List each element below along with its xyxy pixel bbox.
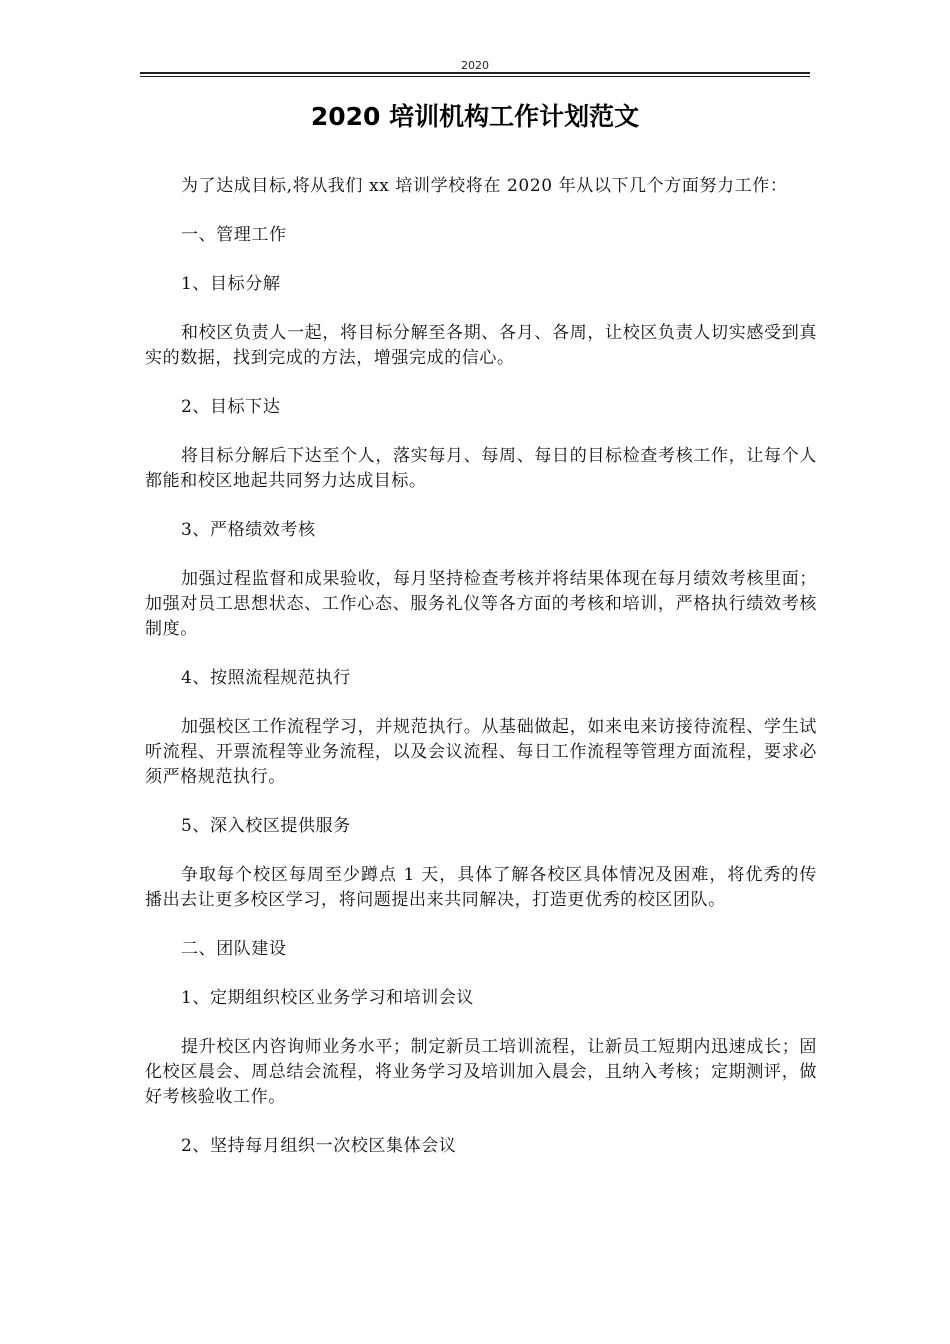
section-heading-management: 一、管理工作	[181, 225, 287, 245]
intro-paragraph: 为了达成目标,将从我们 xx 培训学校将在 2020 年从以下几个方面努力工作：	[181, 176, 788, 196]
subheading-goal-breakdown: 1、目标分解	[181, 274, 281, 294]
paragraph-campus-service: 争取每个校区每周至少蹲点 1 天，具体了解各校区具体情况及困难，将优秀的传播出去让更多校区学习，将问题提出来共同解决，打造更优秀的校区团队。	[145, 865, 817, 910]
page-header: 2020	[461, 59, 489, 72]
document-body	[145, 174, 817, 1183]
paragraph-goal-assignment: 将目标分解后下达至个人，落实每月、每周、每日的目标检查考核工作，让每个人都能和校区地起共同努力达成目标。	[145, 446, 817, 491]
subheading-performance-review: 3、严格绩效考核	[181, 520, 316, 540]
paragraph-performance-review: 加强过程监督和成果验收，每月坚持检查考核并将结果体现在每月绩效考核里面；加强对员工思想状态、工作心态、服务礼仪等各方面的考核和培训，严格执行绩效考核制度。	[145, 569, 817, 639]
subheading-training-meetings: 1、定期组织校区业务学习和培训会议	[181, 988, 475, 1008]
section-heading-team-building: 二、团队建设	[181, 939, 287, 959]
subheading-campus-service: 5、深入校区提供服务	[181, 816, 351, 836]
subheading-process-execution: 4、按照流程规范执行	[181, 668, 351, 688]
header-rule-thin	[140, 76, 810, 77]
document-title: 2020 培训机构工作计划范文	[310, 102, 640, 131]
subheading-goal-assignment: 2、目标下达	[181, 397, 281, 417]
paragraph-process-execution: 加强校区工作流程学习，并规范执行。从基础做起，如来电来访接待流程、学生试听流程、开票流程等业务流程，以及会议流程、每日工作流程等管理方面流程，要求必须严格规范执行。	[145, 717, 817, 787]
paragraph-goal-breakdown: 和校区负责人一起，将目标分解至各期、各月、各周，让校区负责人切实感受到真实的数据，找到完成的方法，增强完成的信心。	[145, 323, 817, 368]
subheading-monthly-meeting: 2、坚持每月组织一次校区集体会议	[181, 1136, 457, 1156]
paragraph-training-meetings: 提升校区内咨询师业务水平；制定新员工培训流程，让新员工短期内迅速成长；固化校区晨会、周总结会流程，将业务学习及培训加入晨会，且纳入考核；定期测评，做好考核验收工作。	[145, 1037, 817, 1107]
header-rule	[140, 72, 810, 74]
